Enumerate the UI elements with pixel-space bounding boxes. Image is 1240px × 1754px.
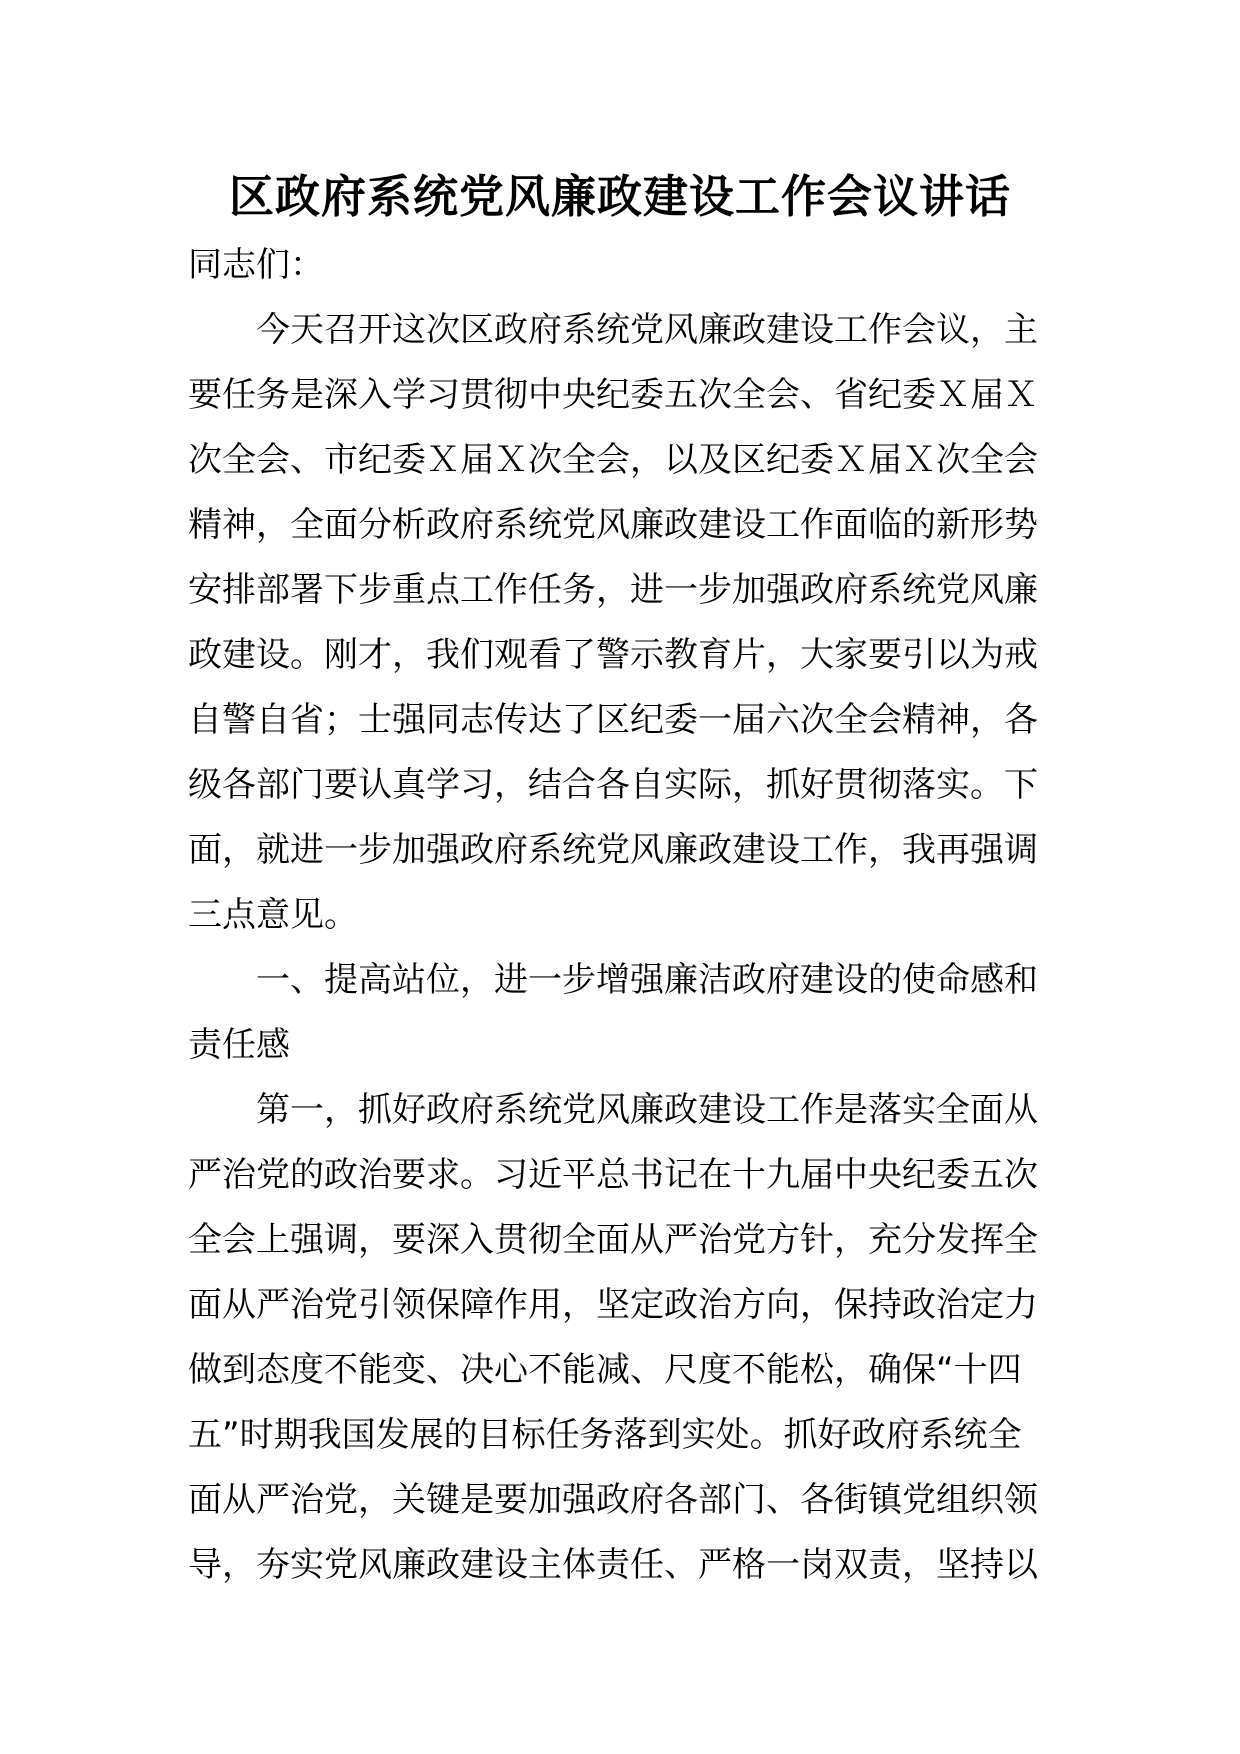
section-heading-continued: 责任感 <box>188 1025 290 1065</box>
paragraph-line: 安排部署下步重点工作任务，进一步加强政府系统党风廉 <box>188 570 1038 610</box>
section-heading: 一、提高站位，进一步增强廉洁政府建设的使命感和 <box>256 960 1038 1000</box>
paragraph-line: 全会上强调，要深入贯彻全面从严治党方针，充分发挥全 <box>188 1220 1038 1260</box>
paragraph-line: 要任务是深入学习贯彻中央纪委五次全会、省纪委Ｘ届Ｘ <box>188 375 1038 415</box>
paragraph-line: 做到态度不能变、决心不能减、尺度不能松，确保“十四 <box>188 1350 1022 1390</box>
paragraph-line: 政建设。刚才，我们观看了警示教育片，大家要引以为戒 <box>188 635 1038 675</box>
paragraph-line: 面从严治党引领保障作用，坚定政治方向，保持政治定力 <box>188 1285 1038 1325</box>
paragraph-line: 五”时期我国发展的目标任务落到实处。抓好政府系统全 <box>188 1415 1022 1455</box>
paragraph-line: 自警自省；士强同志传达了区纪委一届六次全会精神，各 <box>188 700 1038 740</box>
paragraph-line: 严治党的政治要求。习近平总书记在十九届中央纪委五次 <box>188 1155 1038 1195</box>
page-title: 区政府系统党风廉政建设工作会议讲话 <box>228 170 1011 223</box>
paragraph-line: 导，夯实党风廉政建设主体责任、严格一岗双责，坚持以 <box>188 1545 1038 1585</box>
paragraph-line: 今天召开这次区政府系统党风廉政建设工作会议，主 <box>256 310 1038 350</box>
paragraph-line: 次全会、市纪委Ｘ届Ｘ次全会，以及区纪委Ｘ届Ｘ次全会 <box>188 440 1038 480</box>
salutation: 同志们： <box>188 245 324 285</box>
paragraph-line: 面从严治党，关键是要加强政府各部门、各街镇党组织领 <box>188 1480 1038 1520</box>
paragraph-line: 第一，抓好政府系统党风廉政建设工作是落实全面从 <box>256 1090 1038 1130</box>
paragraph-line: 三点意见。 <box>188 895 358 935</box>
paragraph-line: 精神，全面分析政府系统党风廉政建设工作面临的新形势 <box>188 505 1038 545</box>
paragraph-line: 面，就进一步加强政府系统党风廉政建设工作，我再强调 <box>188 830 1038 870</box>
paragraph-line: 级各部门要认真学习，结合各自实际，抓好贯彻落实。下 <box>188 765 1038 805</box>
speech-body <box>188 233 1056 1598</box>
